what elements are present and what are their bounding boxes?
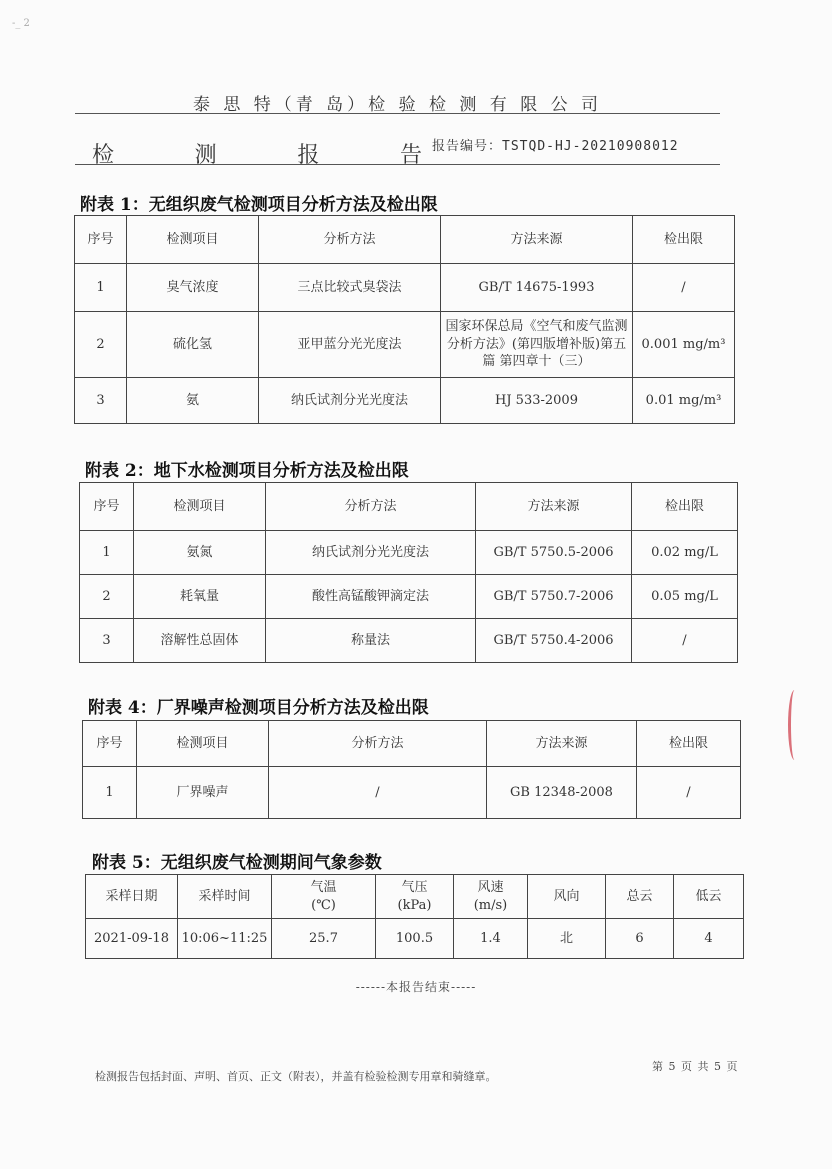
table-cell: 2021-09-18 bbox=[86, 919, 178, 959]
table-cell: 硫化氢 bbox=[127, 312, 259, 378]
table-row bbox=[83, 767, 741, 819]
header-cell: 检测项目 bbox=[137, 721, 269, 767]
table-cell: 亚甲蓝分光光度法 bbox=[259, 312, 441, 378]
table-row bbox=[75, 312, 735, 378]
table-cell: / bbox=[637, 767, 741, 819]
header-cell: 采样时间 bbox=[178, 875, 272, 919]
table-cell: 0.01 mg/m³ bbox=[633, 378, 735, 424]
header-cell: 分析方法 bbox=[259, 216, 441, 264]
table-header-row bbox=[75, 216, 735, 264]
table-cell: 3 bbox=[80, 619, 134, 663]
table-cell: 纳氏试剂分光光度法 bbox=[266, 531, 476, 575]
table2-title: 附表 2：地下水检测项目分析方法及检出限 bbox=[85, 461, 409, 481]
table5-title: 附表 5：无组织废气检测期间气象参数 bbox=[92, 853, 382, 873]
table-cell: 2 bbox=[75, 312, 127, 378]
table-cell: 氨 bbox=[127, 378, 259, 424]
header-cell: 序号 bbox=[75, 216, 127, 264]
header-cell: 方法来源 bbox=[476, 483, 632, 531]
table2 bbox=[79, 482, 738, 663]
header-cell: 检出限 bbox=[637, 721, 741, 767]
header-cell: 气温 (℃) bbox=[272, 875, 376, 919]
report-title-char: 告 bbox=[399, 143, 422, 168]
header-cell: 分析方法 bbox=[266, 483, 476, 531]
header-cell: 风向 bbox=[528, 875, 606, 919]
table4-title: 附表 4：厂界噪声检测项目分析方法及检出限 bbox=[88, 698, 429, 718]
table-row bbox=[75, 378, 735, 424]
table-cell: 25.7 bbox=[272, 919, 376, 959]
table1-title: 附表 1：无组织废气检测项目分析方法及检出限 bbox=[80, 195, 438, 215]
table-cell: 100.5 bbox=[376, 919, 454, 959]
header-cell: 低云 bbox=[674, 875, 744, 919]
table-cell: 1 bbox=[83, 767, 137, 819]
table-cell: 氨氮 bbox=[134, 531, 266, 575]
table-cell: 溶解性总固体 bbox=[134, 619, 266, 663]
table-row bbox=[80, 619, 738, 663]
table-row bbox=[86, 919, 744, 959]
table-cell: 2 bbox=[80, 575, 134, 619]
header-cell: 风速 (m/s) bbox=[454, 875, 528, 919]
header-cell: 分析方法 bbox=[269, 721, 487, 767]
table-cell: 1 bbox=[80, 531, 134, 575]
table-header-row bbox=[83, 721, 741, 767]
table-cell: 3 bbox=[75, 378, 127, 424]
table-cell: 耗氧量 bbox=[134, 575, 266, 619]
header-cell: 检出限 bbox=[633, 216, 735, 264]
report-number bbox=[432, 135, 679, 154]
header-rule-top bbox=[75, 113, 720, 114]
table-row bbox=[80, 575, 738, 619]
table-cell: 三点比较式臭袋法 bbox=[259, 264, 441, 312]
table-cell: / bbox=[632, 619, 738, 663]
table-header-row bbox=[86, 875, 744, 919]
header-cell: 总云 bbox=[606, 875, 674, 919]
table-cell: GB/T 5750.7-2006 bbox=[476, 575, 632, 619]
header-cell: 检出限 bbox=[632, 483, 738, 531]
table-cell: 北 bbox=[528, 919, 606, 959]
table-cell: 称量法 bbox=[266, 619, 476, 663]
table-cell: 0.001 mg/m³ bbox=[633, 312, 735, 378]
page-number: 第 5 页 共 5 页 bbox=[652, 1060, 739, 1073]
table-cell: GB/T 5750.4-2006 bbox=[476, 619, 632, 663]
table-cell: 酸性高锰酸钾滴定法 bbox=[266, 575, 476, 619]
header-cell: 方法来源 bbox=[441, 216, 633, 264]
company-name: 泰 思 特（青 岛）检 验 检 测 有 限 公 司 bbox=[192, 95, 603, 115]
table-cell: 1 bbox=[75, 264, 127, 312]
report-title-char: 报 bbox=[297, 143, 320, 168]
table-cell: 10:06~11:25 bbox=[178, 919, 272, 959]
table-row bbox=[80, 531, 738, 575]
table-cell: 国家环保总局《空气和废气监测分析方法》(第四版增补版)第五篇 第四章十（三） bbox=[441, 312, 633, 378]
table-cell: GB/T 14675-1993 bbox=[441, 264, 633, 312]
header-cell: 方法来源 bbox=[487, 721, 637, 767]
header-cell: 采样日期 bbox=[86, 875, 178, 919]
footer-note: 检测报告包括封面、声明、首页、正文（附表），并盖有检验检测专用章和骑缝章。 bbox=[95, 1070, 497, 1083]
report-title-char: 测 bbox=[194, 143, 217, 168]
header-rule-bottom bbox=[75, 164, 720, 165]
table-cell: 0.05 mg/L bbox=[632, 575, 738, 619]
table-cell: / bbox=[633, 264, 735, 312]
table4 bbox=[82, 720, 741, 819]
table-cell: 6 bbox=[606, 919, 674, 959]
table5 bbox=[85, 874, 744, 959]
table-cell: GB/T 5750.5-2006 bbox=[476, 531, 632, 575]
table-cell: 厂界噪声 bbox=[137, 767, 269, 819]
header-cell: 序号 bbox=[80, 483, 134, 531]
table-cell: 纳氏试剂分光光度法 bbox=[259, 378, 441, 424]
table-cell: 臭气浓度 bbox=[127, 264, 259, 312]
table-cell: HJ 533-2009 bbox=[441, 378, 633, 424]
seam-stamp-mark bbox=[788, 690, 801, 760]
table-cell: 4 bbox=[674, 919, 744, 959]
report-title-char: 检 bbox=[92, 143, 115, 168]
table-cell: 0.02 mg/L bbox=[632, 531, 738, 575]
report-end-mark: ------本报告结束----- bbox=[355, 980, 477, 994]
table-cell: / bbox=[269, 767, 487, 819]
header-cell: 检测项目 bbox=[127, 216, 259, 264]
table-row bbox=[75, 264, 735, 312]
scan-artifact: -_ 2 bbox=[12, 18, 30, 29]
table1 bbox=[74, 215, 735, 424]
header-cell: 序号 bbox=[83, 721, 137, 767]
table-header-row bbox=[80, 483, 738, 531]
header-cell: 气压 (kPa) bbox=[376, 875, 454, 919]
table-cell: 1.4 bbox=[454, 919, 528, 959]
header-cell: 检测项目 bbox=[134, 483, 266, 531]
report-number-value: TSTQD-HJ-20210908012 bbox=[502, 139, 679, 154]
report-number-label: 报告编号： bbox=[432, 139, 503, 154]
table-cell: GB 12348-2008 bbox=[487, 767, 637, 819]
